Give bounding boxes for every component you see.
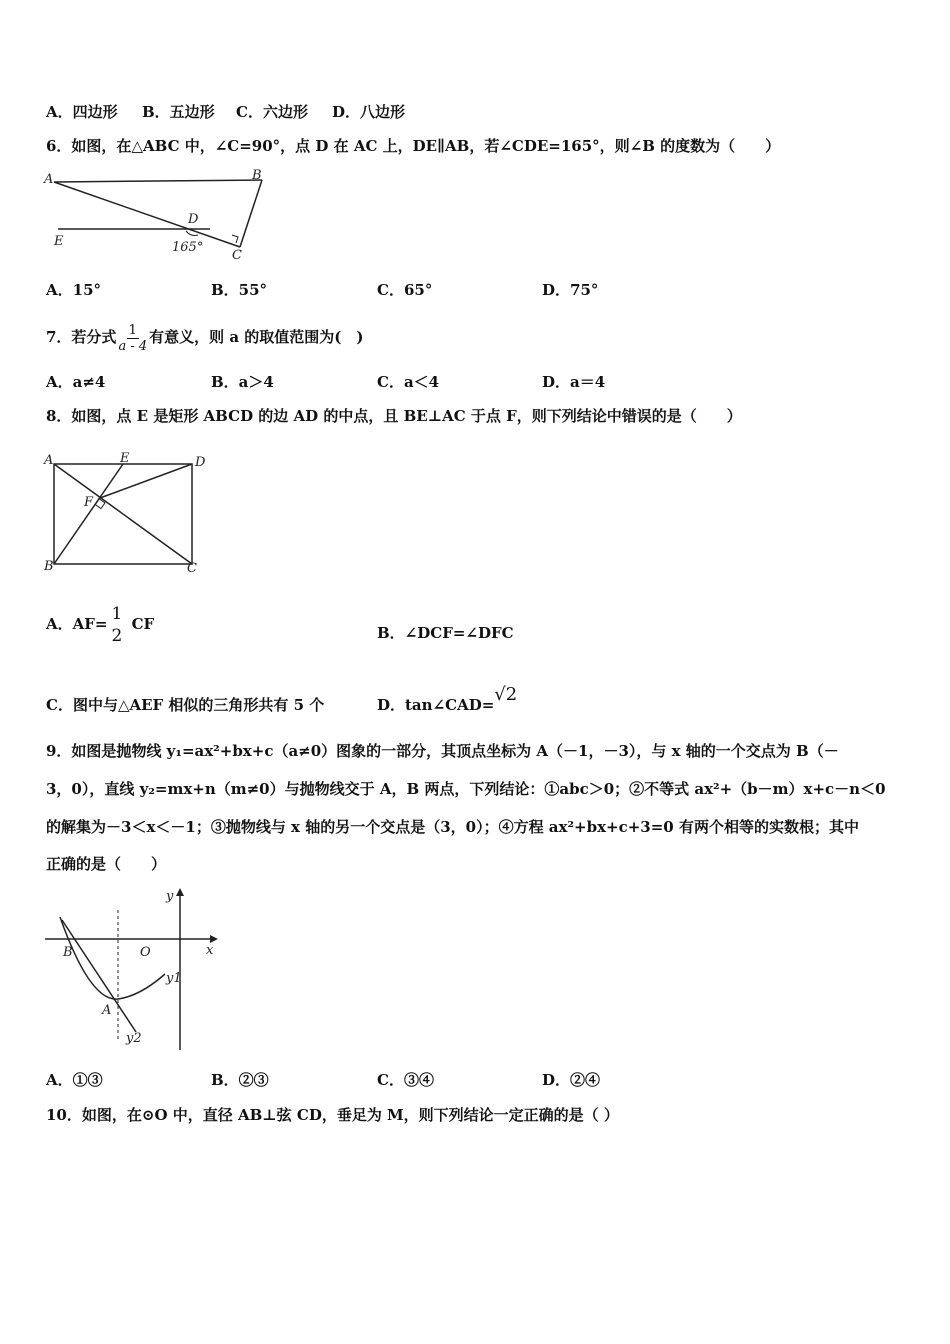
q7-prefix: 7．若分式 [46,328,117,346]
opt-a-suffix: CF [131,615,155,633]
q8-option-a [46,600,154,648]
q7-fraction [118,323,147,354]
q7-text [46,320,363,354]
opt-d-prefix: D．tan∠CAD= [377,696,495,714]
label-e: E [120,451,130,466]
opt-a-prefix: A．AF= [46,615,108,633]
q6-option-c: C．65° [377,281,433,299]
denominator: a - 4 [118,338,148,354]
q6-option-d: D．75° [542,281,599,299]
q9-figure [40,882,230,1057]
numerator: 1 [128,322,137,338]
label-c: C [187,561,197,576]
label-d: D [188,212,199,227]
label-a: A [44,453,54,468]
label-b: B [63,945,73,960]
q6-option-b: B．55° [211,281,268,299]
label-o: O [140,945,151,960]
denominator: 2 [111,626,123,646]
label-y: y [166,889,174,904]
q10-text: 10．如图，在⊙O 中，直径 AB⊥弦 CD，垂足为 M，则下列结论一定正确的是（ ） [46,1106,619,1124]
q5-option-c: C．六边形 [236,103,308,121]
label-y1: y1 [166,971,182,986]
q8-option-c: C．图中与△AEF 相似的三角形共有 5 个 [46,696,325,714]
q9-line-3: 的解集为－3＜x＜－1；③抛物线与 x 轴的另一个交点是（3，0）；④方程 ax²+bx+c+3=0 有两个相等的实数根；其中 [46,818,859,836]
numerator: 1 [111,604,123,624]
q6-figure [40,165,280,265]
label-c: C [232,248,242,263]
label-a: A [44,172,54,187]
label-f: F [84,495,94,510]
q6-text: 6．如图，在△ABC 中，∠C=90°，点 D 在 AC 上，DE∥AB，若∠CDE=165°，则∠B 的度数为（ ） [46,137,781,155]
label-a: A [102,1003,112,1018]
label-d: D [195,455,206,470]
sqrt-value: √2 [494,684,518,705]
q9-line-1: 9．如图是抛物线 y₁=ax²+bx+c（a≠0）图象的一部分，其顶点坐标为 A（－1，－3），与 x 轴的一个交点为 B（－ [46,742,839,760]
label-b: B [252,168,262,183]
q5-option-d: D．八边形 [332,103,406,121]
label-x: x [206,943,214,958]
q5-option-a: A．四边形 [46,103,118,121]
q7-option-a: A．a≠4 [46,373,106,391]
fraction [110,603,125,647]
q7-option-b: B．a＞4 [211,373,274,391]
label-angle: 165° [172,240,204,255]
q8-figure [40,448,220,580]
q8-option-d [377,684,518,715]
label-y2: y2 [126,1031,142,1046]
q8-text: 8．如图，点 E 是矩形 ABCD 的边 AD 的中点，且 BE⊥AC 于点 F，则下列结论中错误的是（ ） [46,407,742,425]
q7-option-d: D．a＝4 [542,373,606,391]
q6-option-a: A．15° [46,281,102,299]
q9-option-b: B．②③ [211,1071,269,1089]
q7-suffix: 有意义，则 a 的取值范围为( ) [149,328,364,346]
q5-option-b: B．五边形 [142,103,215,121]
label-e: E [54,234,64,249]
q9-option-d: D．②④ [542,1071,601,1089]
q9-option-a: A．①③ [46,1071,103,1089]
q9-option-c: C．③④ [377,1071,434,1089]
q8-option-b: B．∠DCF=∠DFC [377,624,514,642]
label-b: B [44,559,54,574]
q7-option-c: C．a＜4 [377,373,440,391]
q9-line-2: 3，0），直线 y₂=mx+n（m≠0）与抛物线交于 A，B 两点，下列结论：①abc＞0；②不等式 ax²+（b－m）x+c－n＜0 [46,780,886,798]
q9-line-4: 正确的是（ ） [46,855,167,873]
